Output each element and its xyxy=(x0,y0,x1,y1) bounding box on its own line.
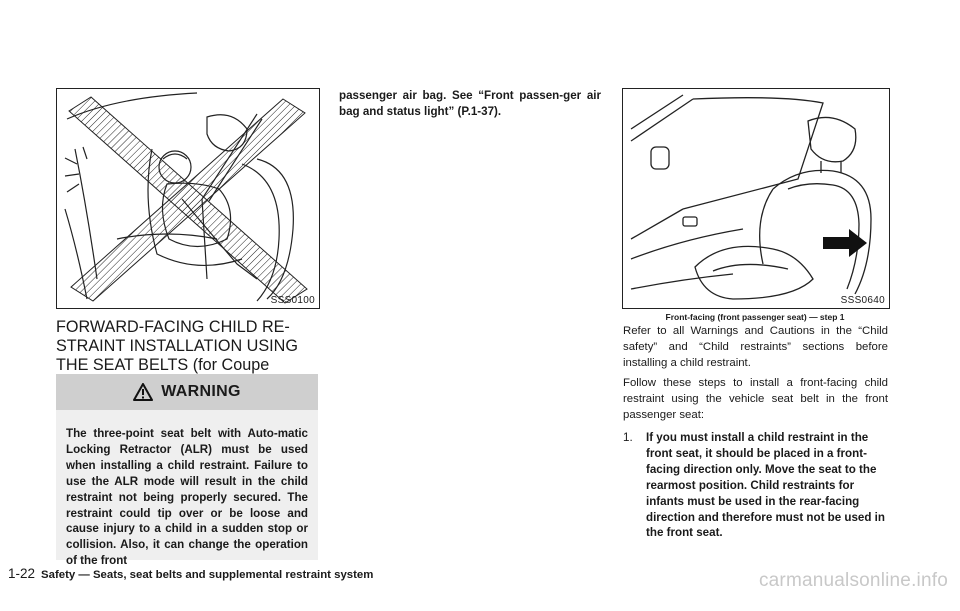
warning-header xyxy=(56,374,318,410)
warning-title: WARNING xyxy=(161,383,241,400)
watermark: carmanualsonline.info xyxy=(758,570,948,591)
figure-code: SSS0100 xyxy=(270,295,315,306)
figure-code: SSS0640 xyxy=(840,295,885,306)
footer-section-title: Safety — Seats, seat belts and supplemental restraint system xyxy=(41,569,374,581)
step-text: If you must install a child restraint in the front seat, it should be placed in a front-facing direction only. Move the seat to the rearmost position. Child restraints for infants must be used in the rear-facing direction and therefore must not be used in the front seat. xyxy=(646,431,885,540)
warning-continued-text: passenger air bag. See “Front passen-ger air bag and status light” (P.1-37). xyxy=(339,89,601,118)
intro-paragraph: Refer to all Warnings and Cautions in the “Child safety” and “Child restraints” sections before installing a child restraint. xyxy=(623,325,888,369)
figure-caption: Front-facing (front passenger seat) — step 1 xyxy=(665,312,845,322)
front-passenger-seat-illustration xyxy=(623,89,889,308)
step-number: 1. xyxy=(623,431,633,444)
steps-intro-paragraph: Follow these steps to install a front-facing child restraint using the vehicle seat belt in the front passenger seat: xyxy=(623,377,888,421)
no-forward-facing-child-seat-illustration xyxy=(57,89,319,308)
child-restraint-warning-figure xyxy=(56,88,320,309)
section-heading: FORWARD-FACING CHILD RE-STRAINT INSTALLATION USING THE SEAT BELTS (for Coupe xyxy=(56,318,298,374)
warning-box xyxy=(56,374,318,568)
warning-text: The three-point seat belt with Auto-matic Locking Retractor (ALR) must be used when installing a child restraint. Failure to use the ALR mode will result in the child restraint not being properly secured. The restraint could tip over or be loose and cause injury to a child in a sudden stop or collision. Also, it can change the operation of the front xyxy=(56,410,318,560)
front-seat-figure xyxy=(622,88,890,309)
page-footer xyxy=(8,566,373,581)
warning-triangle-icon xyxy=(133,383,153,401)
page-number: 1-22 xyxy=(8,566,36,581)
